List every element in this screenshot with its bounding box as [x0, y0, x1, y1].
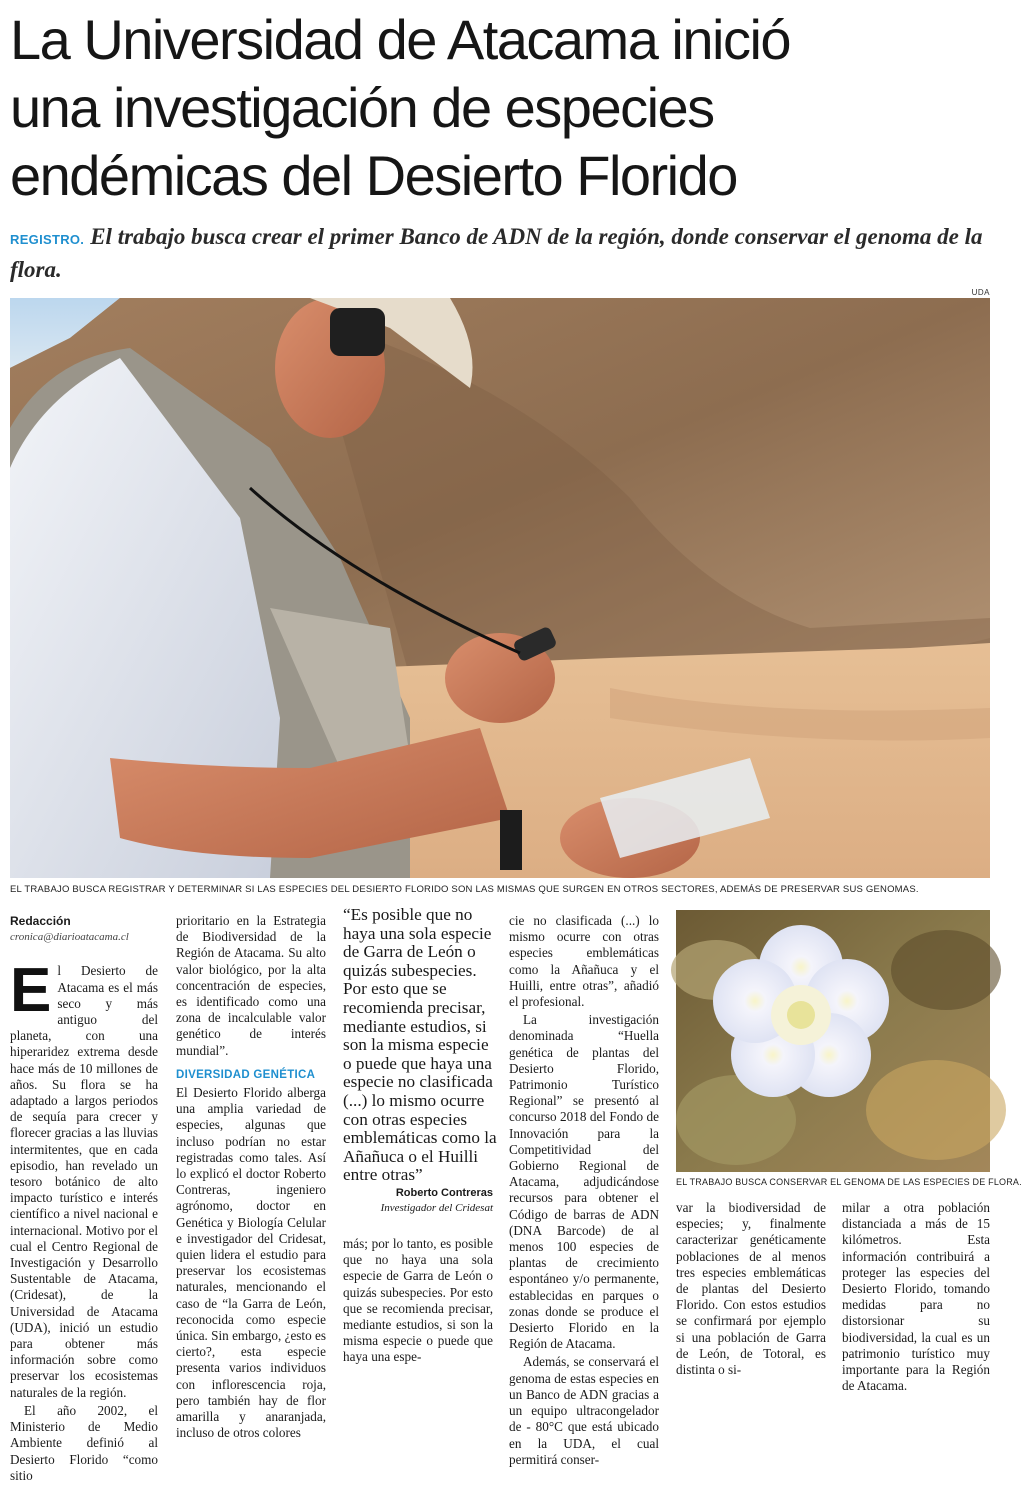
- article-column-4: [509, 913, 659, 1470]
- paragraph: Además, se conservará el genoma de estas especies en un Banco de ADN gracias a un equipo ultracongelador de - 80°C que está ubicado en la UDA, el cual permitirá conser-: [509, 1354, 659, 1467]
- paragraph: La investigación denominada “Huella genética de plantas del Desierto Florido, Patrimonio Turístico Regional” se presentó al concurso 2018 del Fondo de Innovación para la Competitividad del Gobierno Regional de Atacama, adjudicándose recursos para obtener el Código de barras de ADN (DNA Barcode) de al menos 100 especies de plantas de crecimiento espontáneo y/o permanente, establecidas en parques o zonas donde se produce el Desierto Florido en la Región de Atacama.: [509, 1012, 659, 1352]
- paragraph: más; por lo tanto, es posible que no haya una sola especie de Garra de León o quizás subespecies. Por esto que se recomienda precisar, mediante estudios, si son la misma especie o puede que haya una espe-: [343, 1236, 493, 1365]
- headline-line-1: La Universidad de Atacama inició: [10, 8, 791, 71]
- article-column-1: [10, 913, 158, 1486]
- paragraph: var la biodiversidad de especies; y, finalmente caracterizar genéticamente poblaciones de al menos tres especies emblemáticas de plantas del Desierto Florido. Con estos estudios se confirmará por ejemplo si una población de Garra de León, de Totoral, es distinta o si-: [676, 1200, 826, 1378]
- headline: [10, 6, 990, 210]
- main-photo: [10, 298, 990, 878]
- flower-photo-caption: EL TRABAJO BUSCA CONSERVAR EL GENOMA DE LAS ESPECIES DE FLORA.: [676, 1177, 1022, 1187]
- kicker-tag: REGISTRO.: [10, 232, 85, 247]
- headline-line-2: una investigación de especies: [10, 76, 714, 139]
- pull-quote-attribution: [343, 1186, 493, 1216]
- main-photo-caption: EL TRABAJO BUSCA REGISTRAR Y DETERMINAR SI LAS ESPECIES DEL DESIERTO FLORIDO SON LAS MISMAS QUE SURGEN EN OTROS SECTORES, ADEMÁS DE PRESERVAR SUS GENOMAS.: [10, 884, 919, 895]
- paragraph: El Desierto Florido alberga una amplia variedad de especies, algunas que incluso podrían no estar registradas como tales. Así lo explicó el doctor Roberto Contreras, ingeniero agrónomo, doctor en Genética y Biología Celular e investigador del Cridesat, quien lidera el estudio para preservar los ecosistemas naturales, mencionando el caso de “la Garra de León, reconocida como especie única. Sin embargo, ¿esto es cierto?, esta especie presenta varios individuos con inflorescencia roja, pero también hay de flor amarilla y anaranjada, incluso de otros colores: [176, 1085, 326, 1441]
- pull-quote: “Es posible que no haya una sola especie de Garra de León o quizás subespecies. Por esto que se recomienda precisar, mediante estudios, si son la misma especie o puede que haya una especie no clasificada (...) lo mismo ocurre con otras especies emblemáticas como la Añañuca o el Huilli entre otras”: [343, 905, 497, 1185]
- photo-credit: UDA: [971, 288, 990, 297]
- pull-quote-role: Investigador del Cridesat: [380, 1202, 493, 1214]
- pull-quote-author: Roberto Contreras: [395, 1187, 493, 1199]
- flower-illustration: [676, 910, 990, 1172]
- section-subhead: DIVERSIDAD GENÉTICA: [176, 1068, 316, 1081]
- article-column-5: [676, 1200, 826, 1380]
- kicker: [10, 222, 990, 285]
- flower-photo: [676, 910, 990, 1172]
- kicker-text: El trabajo busca crear el primer Banco de ADN de la región, donde conservar el genoma de la flora.: [10, 224, 983, 282]
- article-column-3: [343, 1236, 493, 1368]
- paragraph: prioritario en la Estrategia de Biodiversidad de la Región de Atacama. Su alto valor biológico, por la alta concentración de especies, es identificado como una zona de incalculable valor genético de interés mundial”.: [176, 913, 326, 1058]
- paragraph: El año 2002, el Ministerio de Medio Ambiente definió al Desierto Florido “como sitio: [10, 1402, 158, 1483]
- main-photo-illustration: [10, 298, 990, 878]
- article-column-2: [176, 913, 326, 1444]
- paragraph: El Desierto de Atacama es el más seco y más antiguo del planeta, con una hiperaridez extrema desde hace más de 10 millones de años. Su flora se ha adaptado a largos periodos de sequía para crecer y florecer gracias a las lluvias intermitentes, que en cada episodio, han revelado un tesoro botánico de alto impacto turístico e interés científico a nivel nacional e internacional. Motivo por el cual el Centro Regional de Investigación y Desarrollo Sustentable de Atacama, (Cridesat), de la Universidad de Atacama (UDA), inició un estudio para obtener más información sobre como preservar los ecosistemas naturales de la región.: [10, 956, 158, 1400]
- headline-line-3: endémicas del Desierto Florido: [10, 144, 737, 207]
- drop-cap: E: [10, 956, 52, 1026]
- paragraph: cie no clasificada (...) lo mismo ocurre con otras especies emblemáticas como la Añañuca y el Huilli, entre otras”, añadió el profesional.: [509, 913, 659, 1010]
- paragraph: milar a otra población distanciada a más de 15 kilómetros. Esta información contribuirá a proteger las especies del Desierto Florido, tomando medidas para no distorsionar su biodiversidad, la cual es un patrimonio turístico muy importante para la Región de Atacama.: [842, 1200, 990, 1394]
- article-column-6: [842, 1200, 990, 1396]
- byline-name: Redacción: [10, 914, 71, 928]
- byline-email: cronica@diarioatacama.cl: [10, 931, 129, 944]
